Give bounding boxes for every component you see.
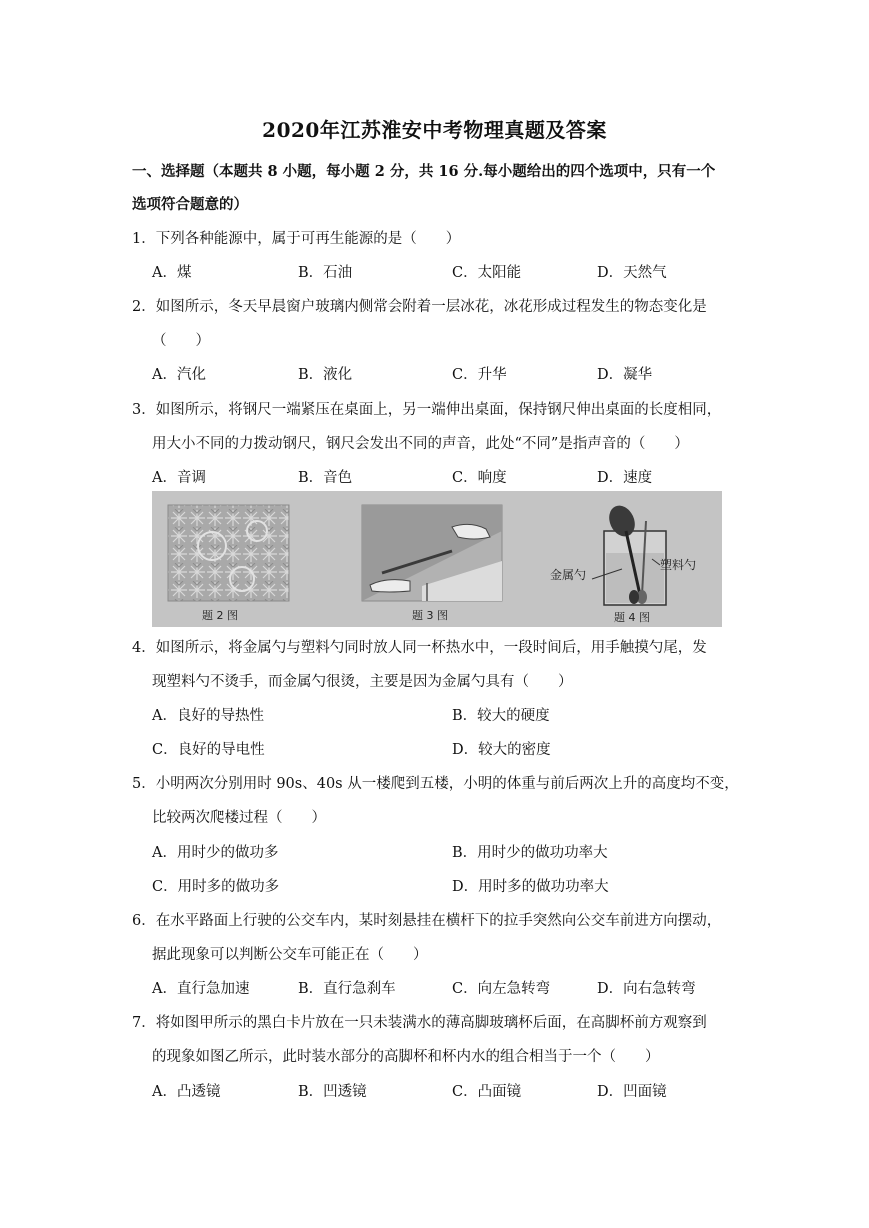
question-4-option-d: D．较大的密度: [452, 742, 551, 758]
question-3-option-a: A．音调: [152, 470, 206, 486]
question-3-option-b: B．音色: [298, 470, 353, 486]
question-6-option-a: A．直行急加速: [152, 981, 250, 997]
figure-2-frost-image: [168, 505, 289, 601]
question-7-option-d: D．凹面镜: [597, 1084, 667, 1100]
question-2-option-d: D．凝华: [597, 367, 653, 383]
question-3-option-c: C．响度: [452, 470, 507, 486]
figure-3-ruler-image: [362, 505, 502, 601]
question-7-option-a: A．凸透镜: [152, 1084, 221, 1100]
metal-spoon-label: 金属勺: [550, 568, 587, 582]
question-5-option-d: D．用时多的做功功率大: [452, 879, 609, 895]
figure-4-caption: 题 4 图: [614, 611, 650, 624]
question-5-text: 5．小明两次分别用时 90s、40s 从一楼爬到五楼，小明的体重与前后两次上升的高度均不变，: [132, 776, 739, 792]
question-4-option-a: A．良好的导热性: [152, 708, 264, 724]
question-2-text: 2．如图所示，冬天早晨窗户玻璃内侧常会附着一层冰花，冰花形成过程发生的物态变化是: [132, 299, 707, 315]
question-6-text: 6．在水平路面上行驶的公交车内，某时刻悬挂在横杆下的拉手突然向公交车前进方向摆动，: [132, 913, 722, 929]
question-6-option-d: D．向右急转弯: [597, 981, 696, 997]
question-7-text-cont: 的现象如图乙所示，此时装水部分的高脚杯和杯内水的组合相当于一个（ ）: [152, 1049, 660, 1065]
question-2-option-c: C．升华: [452, 367, 507, 383]
question-6-option-c: C．向左急转弯: [452, 981, 551, 997]
figure-illustrations: [152, 491, 722, 627]
question-3-text-cont: 用大小不同的力拨动钢尺，钢尺会发出不同的声音，此处“不同”是指声音的（ ）: [152, 436, 689, 452]
question-2-text-cont: （ ）: [152, 333, 210, 349]
question-1-option-a: A．煤: [152, 265, 192, 281]
question-5-text-cont: 比较两次爬楼过程（ ）: [152, 810, 326, 826]
plastic-spoon-label: 塑料勺: [660, 558, 697, 572]
question-1-option-d: D．天然气: [597, 265, 667, 281]
question-7-option-b: B．凹透镜: [298, 1084, 367, 1100]
question-6-text-cont: 据此现象可以判断公交车可能正在（ ）: [152, 947, 428, 963]
question-5-option-c: C．用时多的做功多: [152, 879, 280, 895]
question-5-option-b: B．用时少的做功功率大: [452, 845, 608, 861]
page-title: 2020年江苏淮安中考物理真题及答案: [262, 118, 607, 142]
question-4-option-b: B．较大的硬度: [452, 708, 550, 724]
question-4-text-cont: 现塑料勺不烫手，而金属勺很烫，主要是因为金属勺具有（ ）: [152, 674, 573, 690]
question-5-option-a: A．用时少的做功多: [152, 845, 279, 861]
question-3-option-d: D．速度: [597, 470, 653, 486]
question-2-option-b: B．液化: [298, 367, 353, 383]
figure-4-beaker-image: [592, 501, 666, 605]
section-heading-line-2: 选项符合题意的）: [132, 196, 248, 213]
question-2-option-a: A．汽化: [152, 367, 206, 383]
question-7-text: 7．将如图甲所示的黑白卡片放在一只未装满水的薄高脚玻璃杯后面，在高脚杯前方观察到: [132, 1015, 707, 1031]
question-1-text: 1．下列各种能源中，属于可再生能源的是（ ）: [132, 231, 461, 247]
figure-2-caption: 题 2 图: [202, 609, 238, 622]
question-6-option-b: B．直行急刹车: [298, 981, 396, 997]
figure-3-caption: 题 3 图: [412, 609, 448, 622]
question-3-text: 3．如图所示，将钢尺一端紧压在桌面上，另一端伸出桌面，保持钢尺伸出桌面的长度相同，: [132, 402, 722, 418]
question-7-option-c: C．凸面镜: [452, 1084, 522, 1100]
figure-strip: [152, 491, 722, 627]
question-1-option-c: C．太阳能: [452, 265, 522, 281]
question-4-text: 4．如图所示，将金属勺与塑料勺同时放人同一杯热水中，一段时间后，用手触摸勺尾，发: [132, 640, 707, 656]
question-4-option-c: C．良好的导电性: [152, 742, 265, 758]
section-heading-line-1: 一、选择题（本题共 8 小题，每小题 2 分，共 16 分.每小题给出的四个选项中，只有一个: [132, 163, 716, 180]
question-1-option-b: B．石油: [298, 265, 353, 281]
